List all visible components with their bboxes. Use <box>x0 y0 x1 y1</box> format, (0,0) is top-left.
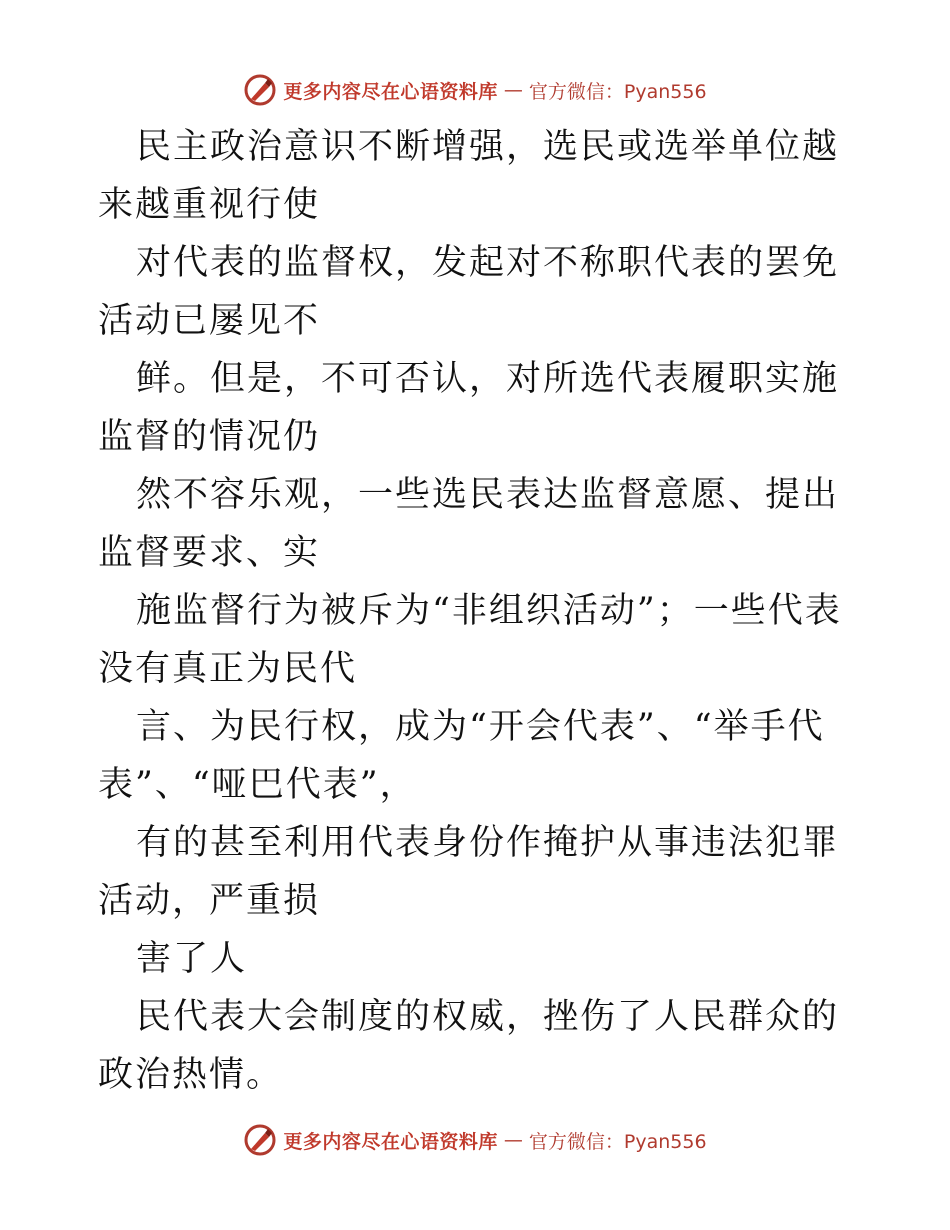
footer-separator: — <box>503 1129 523 1151</box>
pen-logo-icon <box>243 1123 277 1157</box>
paragraph: 民主政治意识不断增强，选民或选举单位越来越重视行使 <box>98 127 840 225</box>
paragraph: 对代表的监督权，发起对不称职代表的罢免活动已屡见不 <box>98 243 840 341</box>
paragraph: 言、为民行权，成为“开会代表”、“举手代表”、“哑巴代表”， <box>98 707 825 805</box>
document-body <box>98 118 858 1104</box>
footer-brand-text: 更多内容尽在心语资料库 <box>283 1130 498 1153</box>
paragraph: 有的甚至利用代表身份作掩护从事违法犯罪活动，严重损 <box>98 823 840 921</box>
header-banner <box>0 70 950 110</box>
pen-logo-icon <box>243 73 277 107</box>
paragraph: 鲜。但是，不可否认，对所选代表履职实施监督的情况仍 <box>98 359 840 457</box>
footer-contact-text: 官方微信：Pyan556 <box>528 1130 707 1153</box>
header-brand-text: 更多内容尽在心语资料库 <box>283 80 498 103</box>
footer-banner <box>0 1120 950 1160</box>
paragraph: 害了人 <box>136 939 248 979</box>
paragraph: 民代表大会制度的权威，挫伤了人民群众的政治热情。 <box>98 997 840 1095</box>
header-contact-text: 官方微信：Pyan556 <box>528 80 707 103</box>
paragraph: 施监督行为被斥为“非组织活动”；一些代表没有真正为民代 <box>98 591 842 689</box>
header-separator: — <box>503 79 523 101</box>
paragraph: 然不容乐观，一些选民表达监督意愿、提出监督要求、实 <box>98 475 840 573</box>
